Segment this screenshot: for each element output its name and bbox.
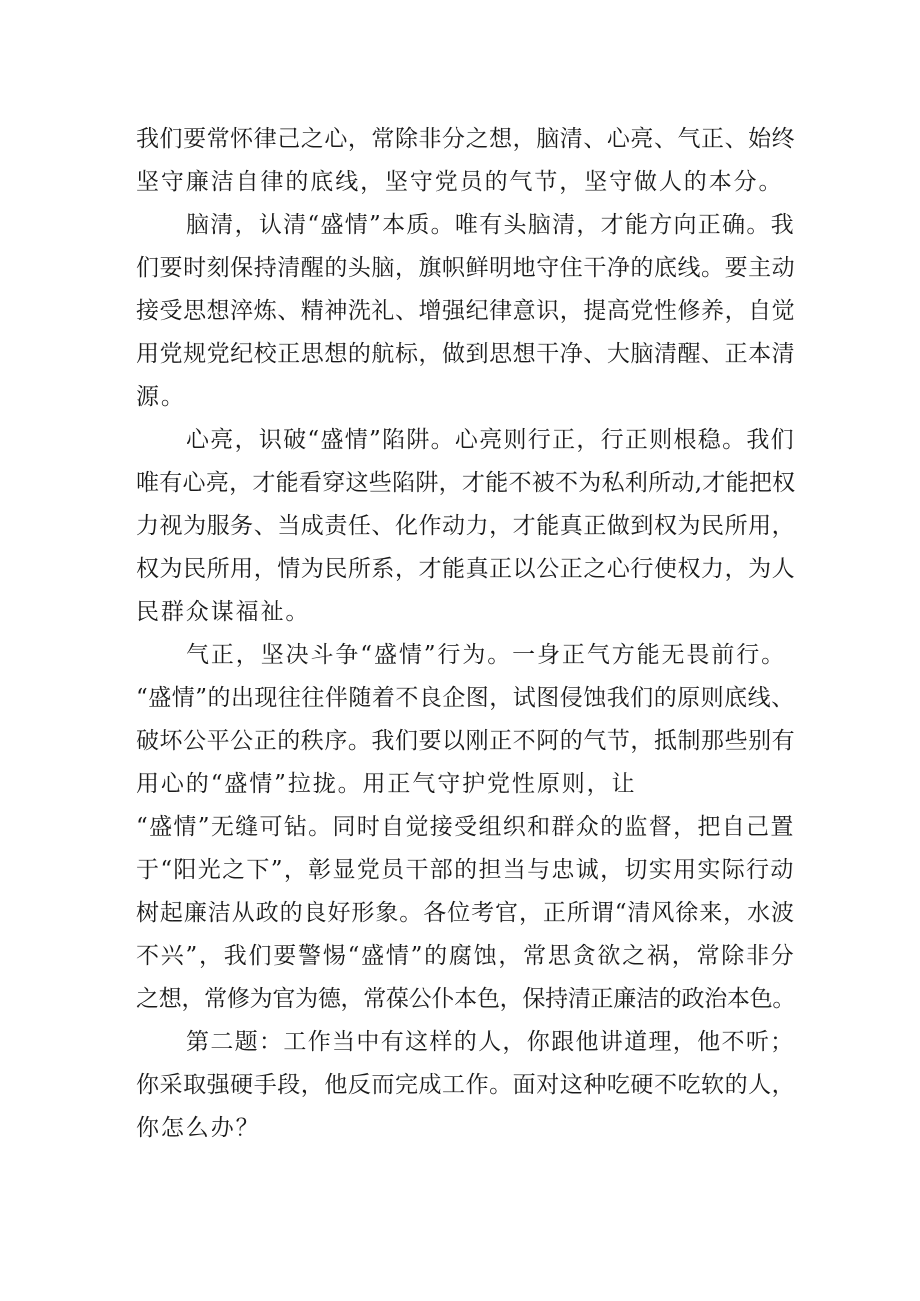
paragraph-first-line: 脑清，认清“盛情”本质。唯有头脑清，才能方向正确。我 [186, 212, 795, 238]
text-line: 民群众谋福祉。 [136, 599, 311, 625]
text-line: 力视为服务、当成责任、化作动力，才能真正做到权为民所用， [136, 513, 796, 539]
text-line: 源。 [136, 384, 186, 410]
paragraph-first-line: 心亮，识破“盛情”陷阱。心亮则行正，行正则根稳。我们 [186, 427, 795, 453]
text-line: 之想，常修为官为德，常葆公仆本色，保持清正廉洁的政治本色。 [136, 986, 796, 1012]
text-line: 们要时刻保持清醒的头脑，旗帜鲜明地守住干净的底线。要主动 [136, 255, 796, 281]
question-heading: 第二题：工作当中有这样的人，你跟他讲道理，他不听； [186, 1029, 795, 1055]
text-line: 用党规党纪校正思想的航标，做到思想干净、大脑清醒、正本清 [136, 341, 796, 367]
text-line: 你采取强硬手段，他反而完成工作。面对这种吃硬不吃软的人， [136, 1072, 796, 1098]
text-line: 于“阳光之下”，彰显党员干部的担当与忠诚，切实用实际行动 [136, 857, 795, 883]
text-line: 权为民所用，情为民所系，才能真正以公正之心行使权力，为人 [136, 556, 796, 582]
text-line: 你怎么办？ [136, 1115, 261, 1141]
text-line: 不兴”，我们要警惕“盛情”的腐蚀，常思贪欲之祸，常除非分 [136, 943, 796, 969]
text-line: “盛情”的出现往往伴随着不良企图，试图侵蚀我们的原则底线、 [136, 685, 795, 711]
text-line: 用心的“盛情”拉拢。用正气守护党性原则，让 [136, 771, 637, 797]
text-line: 我们要常怀律己之心，常除非分之想，脑清、心亮、气正、始终 [136, 126, 796, 152]
text-line: 接受思想淬炼、精神洗礼、增强纪律意识，提高党性修养，自觉 [136, 298, 796, 324]
text-line: 唯有心亮，才能看穿这些陷阱，才能不被不为私利所动,才能把权 [136, 470, 796, 496]
text-line: 破坏公平公正的秩序。我们要以刚正不阿的气节，抵制那些别有 [136, 728, 796, 754]
text-line: “盛情”无缝可钻。同时自觉接受组织和群众的监督，把自己置 [136, 814, 795, 840]
text-line: 树起廉洁从政的良好形象。各位考官，正所谓“清风徐来，水波 [136, 900, 795, 926]
text-line: 坚守廉洁自律的底线，坚守党员的气节，坚守做人的本分。 [136, 169, 784, 195]
paragraph-first-line: 气正，坚决斗争“盛情”行为。一身正气方能无畏前行。 [186, 642, 787, 668]
